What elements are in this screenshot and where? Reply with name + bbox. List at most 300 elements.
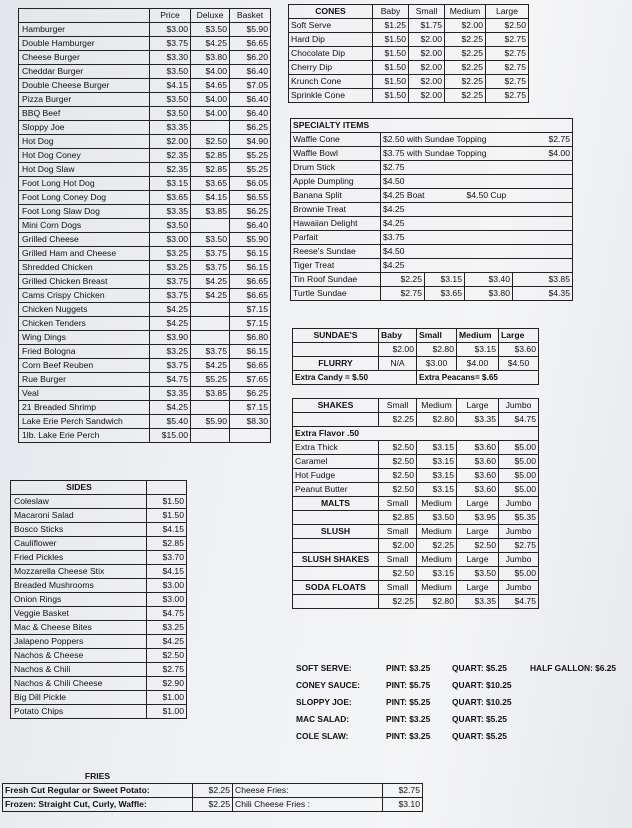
cone-price: $2.75 [486, 33, 529, 47]
specialty-name: Drum Stick [291, 161, 381, 175]
slush-price: $2.50 [457, 539, 499, 553]
column-header: Large [457, 581, 499, 595]
menu-item-row [19, 219, 271, 233]
item-price: $5.90 [191, 415, 230, 429]
column-header: Deluxe [191, 9, 230, 23]
shake-price: $3.60 [457, 441, 499, 455]
cone-price: $2.25 [445, 89, 486, 103]
side-name: Mozzarella Cheese Stix [11, 565, 147, 579]
menu-item-row [19, 23, 271, 37]
spacer-cell [293, 413, 379, 427]
item-name: Hot Dog Coney [19, 149, 150, 163]
side-price: $1.50 [147, 495, 187, 509]
sides-table [10, 480, 187, 719]
soda-floats-header-row [293, 581, 539, 595]
item-price: $7.15 [230, 317, 271, 331]
bulk-row [294, 677, 622, 694]
item-price: $6.25 [230, 387, 271, 401]
fries-row [3, 784, 423, 798]
item-price: $3.90 [150, 331, 191, 345]
soda-floats-price: $4.75 [499, 595, 539, 609]
flurry-price: N/A [379, 357, 417, 371]
item-price: $3.00 [150, 23, 191, 37]
bulk-price: PINT: $5.75 [386, 680, 431, 690]
column-header: Medium [417, 497, 457, 511]
specialty-name: Apple Dumpling [291, 175, 381, 189]
bulk-item: CONEY SAUCE: [296, 680, 361, 690]
side-item-row [11, 523, 187, 537]
fries-row [3, 798, 423, 812]
cone-name: Hard Dip [289, 33, 373, 47]
column-header: Small [417, 329, 457, 343]
column-header: Price [150, 9, 191, 23]
side-name: Veggie Basket [11, 607, 147, 621]
side-name: Coleslaw [11, 495, 147, 509]
menu-item-row [19, 331, 271, 345]
cone-price: $2.75 [486, 75, 529, 89]
side-item-row [11, 565, 187, 579]
menu-item-row [19, 79, 271, 93]
slush-price-row [293, 539, 539, 553]
column-header: Jumbo [499, 553, 539, 567]
specialty-row [291, 189, 573, 203]
column-header: Large [457, 399, 499, 413]
shakes-spacer [293, 385, 539, 399]
item-price: $3.50 [191, 23, 230, 37]
shake-price: $2.50 [379, 483, 417, 497]
item-price: $3.25 [150, 247, 191, 261]
item-price: $3.75 [191, 247, 230, 261]
item-price [191, 429, 230, 443]
item-price: $3.75 [191, 345, 230, 359]
cone-price: $2.75 [486, 61, 529, 75]
side-price: $2.50 [147, 649, 187, 663]
bulk-price [528, 694, 622, 711]
slush-price: $2.75 [499, 539, 539, 553]
specialty-row [291, 203, 573, 217]
bulk-row [294, 694, 622, 711]
cone-price: $1.25 [373, 19, 409, 33]
side-price: $4.75 [147, 607, 187, 621]
specialty-price: $4.25 [381, 217, 465, 231]
item-name: Grilled Ham and Cheese [19, 247, 150, 261]
item-price [191, 303, 230, 317]
slush-price: $2.25 [417, 539, 457, 553]
side-price: $2.90 [147, 677, 187, 691]
bulk-row [294, 660, 622, 677]
specialty-price: $4.25 [381, 203, 465, 217]
item-price: $3.80 [191, 51, 230, 65]
extra-flavor-row [293, 427, 539, 441]
bulk-price: PINT: $3.25 [386, 714, 431, 724]
side-price: $3.00 [147, 579, 187, 593]
cone-price: $2.75 [486, 89, 529, 103]
item-price: $4.25 [150, 303, 191, 317]
side-item-row [11, 677, 187, 691]
specialty-price: $2.75 [513, 133, 573, 147]
menu-item-row [19, 177, 271, 191]
shake-price: $2.50 [379, 441, 417, 455]
menu-item-row [19, 359, 271, 373]
cone-name: Soft Serve [289, 19, 373, 33]
fries-price: $2.75 [383, 784, 423, 798]
side-name: Breaded Mushrooms [11, 579, 147, 593]
column-header: CONES [289, 5, 373, 19]
item-price [191, 401, 230, 415]
item-price: $6.15 [230, 247, 271, 261]
item-name: Cheese Burger [19, 51, 150, 65]
side-price: $2.75 [147, 663, 187, 677]
side-name: Potato Chips [11, 705, 147, 719]
side-price: $4.25 [147, 635, 187, 649]
fries-name: Cheese Fries: [233, 784, 383, 798]
item-name: Hot Dog [19, 135, 150, 149]
side-name: Macaroni Salad [11, 509, 147, 523]
menu-item-row [19, 65, 271, 79]
slush-shakes-title: SLUSH SHAKES [293, 553, 379, 567]
cone-price: $1.50 [373, 33, 409, 47]
sundae-price: $3.60 [499, 343, 539, 357]
cone-price: $1.75 [409, 19, 445, 33]
cone-price: $2.25 [445, 75, 486, 89]
item-name: Foot Long Hot Dog [19, 177, 150, 191]
item-price: $6.65 [230, 359, 271, 373]
item-price: $3.50 [191, 233, 230, 247]
column-header: Jumbo [499, 581, 539, 595]
item-price: $6.05 [230, 177, 271, 191]
fries-price: $3.10 [383, 798, 423, 812]
item-price: $3.00 [150, 233, 191, 247]
item-name: Cams Crispy Chicken [19, 289, 150, 303]
bulk-price: QUART: $5.25 [452, 731, 507, 741]
bulk-row [294, 728, 622, 745]
menu-item-row [19, 135, 271, 149]
specialty-price [465, 231, 513, 245]
menu-item-row [19, 429, 271, 443]
specialty-row [291, 133, 573, 147]
column-header: Medium [417, 553, 457, 567]
item-price: $3.65 [191, 177, 230, 191]
item-name: Fried Bologna [19, 345, 150, 359]
side-name: Fried Pickles [11, 551, 147, 565]
specialty-price: $3.65 [425, 287, 465, 301]
column-header: Baby [379, 329, 417, 343]
shakes-price-row [293, 413, 539, 427]
menu-item-row [19, 289, 271, 303]
cones-header-row [289, 5, 529, 19]
side-item-row [11, 509, 187, 523]
column-header: Medium [457, 329, 499, 343]
sundae-price: $3.15 [457, 343, 499, 357]
specialty-price [513, 189, 573, 203]
malts-price: $2.85 [379, 511, 417, 525]
item-price [191, 121, 230, 135]
item-name: Shredded Chicken [19, 261, 150, 275]
malts-price: $3.50 [417, 511, 457, 525]
cone-price: $1.50 [373, 89, 409, 103]
item-price: $4.25 [191, 359, 230, 373]
item-price: $2.00 [150, 135, 191, 149]
slush-price: $2.00 [379, 539, 417, 553]
spacer-cell [293, 343, 379, 357]
slush-shakes-price: $3.50 [457, 567, 499, 581]
side-price: $3.00 [147, 593, 187, 607]
bulk-item: SOFT SERVE: [296, 663, 352, 673]
extra-flavor: Extra Flavor .50 [293, 427, 539, 441]
side-item-row [11, 551, 187, 565]
side-name: Mac & Cheese Bites [11, 621, 147, 635]
item-name: Veal [19, 387, 150, 401]
side-price: $1.50 [147, 509, 187, 523]
bulk-price: QUART: $10.25 [452, 697, 512, 707]
cone-row [289, 47, 529, 61]
column-header: Small [409, 5, 445, 19]
item-price: $4.00 [191, 107, 230, 121]
extra-peacans: Extra Peacans= $.65 [417, 371, 539, 385]
side-price: $4.15 [147, 523, 187, 537]
menu-item-row [19, 51, 271, 65]
specialty-price [465, 217, 513, 231]
column-header: Medium [445, 5, 486, 19]
item-price: $2.50 [191, 135, 230, 149]
side-item-row [11, 579, 187, 593]
item-price: $4.25 [191, 289, 230, 303]
side-item-row [11, 537, 187, 551]
sundae-title: SUNDAE'S [293, 329, 379, 343]
cone-price: $1.50 [373, 61, 409, 75]
menu-item-row [19, 233, 271, 247]
side-name: Cauliflower [11, 537, 147, 551]
specialty-name: Reese's Sundae [291, 245, 381, 259]
column-header: Jumbo [499, 497, 539, 511]
item-price: $3.35 [150, 121, 191, 135]
menu-item-row [19, 317, 271, 331]
specialty-name: Waffle Cone [291, 133, 381, 147]
item-price: $4.15 [150, 79, 191, 93]
side-price: $3.25 [147, 621, 187, 635]
item-price: $7.15 [230, 303, 271, 317]
menu-item-row [19, 149, 271, 163]
menu-item-row [19, 163, 271, 177]
cone-row [289, 89, 529, 103]
bulk-table [294, 660, 622, 745]
item-price: $5.25 [230, 149, 271, 163]
item-price: $6.25 [230, 121, 271, 135]
main-menu-table [18, 8, 271, 443]
specialty-price [513, 259, 573, 273]
bulk-price: QUART: $10.25 [452, 680, 512, 690]
bulk-item: SLOPPY JOE: [296, 697, 352, 707]
specialty-price: $3.40 [465, 273, 513, 287]
column-header: Large [499, 329, 539, 343]
menu-item-row [19, 303, 271, 317]
cone-row [289, 19, 529, 33]
side-name: Nachos & Cheese [11, 649, 147, 663]
sundaes-shakes-table [292, 328, 539, 609]
specialty-price [513, 203, 573, 217]
item-price [230, 429, 271, 443]
malts-price: $3.95 [457, 511, 499, 525]
menu-item-row [19, 205, 271, 219]
item-price: $3.25 [150, 345, 191, 359]
cone-row [289, 33, 529, 47]
bulk-price [528, 677, 622, 694]
column-header: Jumbo [499, 399, 539, 413]
specialty-price [513, 231, 573, 245]
item-price: $3.75 [150, 275, 191, 289]
bulk-price [528, 728, 622, 745]
item-price: $3.50 [150, 93, 191, 107]
spacer-cell [293, 385, 539, 399]
item-price: $4.25 [150, 401, 191, 415]
shake-flavor-row [293, 441, 539, 455]
shakes-price: $4.75 [499, 413, 539, 427]
item-name: BBQ Beef [19, 107, 150, 121]
slush-shakes-price: $5.00 [499, 567, 539, 581]
item-price: $3.35 [150, 205, 191, 219]
item-price: $4.75 [150, 373, 191, 387]
cone-row [289, 75, 529, 89]
column-header: Baby [373, 5, 409, 19]
item-price: $4.15 [191, 191, 230, 205]
item-price: $6.65 [230, 275, 271, 289]
side-name: Jalapeno Poppers [11, 635, 147, 649]
side-name: Bosco Sticks [11, 523, 147, 537]
flurry-price: $4.00 [457, 357, 499, 371]
menu-item-row [19, 247, 271, 261]
menu-item-row [19, 275, 271, 289]
menu-item-row [19, 191, 271, 205]
extra-candy: Extra Candy = $.50 [293, 371, 417, 385]
side-item-row [11, 635, 187, 649]
specialty-price [513, 245, 573, 259]
bulk-price: QUART: $5.25 [452, 663, 507, 673]
shake-flavor: Caramel [293, 455, 379, 469]
item-price: $6.65 [230, 289, 271, 303]
menu-item-row [19, 107, 271, 121]
item-name: Foot Long Slaw Dog [19, 205, 150, 219]
shake-price: $5.00 [499, 469, 539, 483]
menu-item-row [19, 37, 271, 51]
spacer-cell [293, 511, 379, 525]
menu-item-row [19, 121, 271, 135]
soda-floats-price: $2.80 [417, 595, 457, 609]
soda-floats-title: SODA FLOATS [293, 581, 379, 595]
side-price: $1.00 [147, 691, 187, 705]
item-price: $2.85 [191, 163, 230, 177]
sundae-price-row [293, 343, 539, 357]
item-price: $5.90 [230, 233, 271, 247]
item-price: $2.85 [191, 149, 230, 163]
cone-price: $2.25 [445, 47, 486, 61]
cone-price: $2.50 [486, 19, 529, 33]
item-name: Mini Corn Dogs [19, 219, 150, 233]
menu-item-row [19, 415, 271, 429]
item-price: $7.05 [230, 79, 271, 93]
item-price [191, 219, 230, 233]
item-price: $6.40 [230, 107, 271, 121]
cones-table [288, 4, 529, 103]
specialty-row [291, 259, 573, 273]
column-header: Large [457, 497, 499, 511]
bulk-item: COLE SLAW: [296, 731, 349, 741]
item-price: $3.65 [150, 191, 191, 205]
specialty-price [513, 217, 573, 231]
item-price: $3.75 [150, 37, 191, 51]
item-name: Pizza Burger [19, 93, 150, 107]
item-price: $7.15 [230, 401, 271, 415]
cone-price: $2.00 [409, 61, 445, 75]
bulk-price: PINT: $3.25 [386, 731, 431, 741]
specialty-row [291, 231, 573, 245]
bulk-price: PINT: $5.25 [386, 697, 431, 707]
column-header: Small [379, 399, 417, 413]
specialty-price: $4.00 [513, 147, 573, 161]
flurry-price: $4.50 [499, 357, 539, 371]
item-price: $6.55 [230, 191, 271, 205]
cone-name: Sprinkle Cone [289, 89, 373, 103]
shake-price: $3.60 [457, 483, 499, 497]
specialty-price: $4.25 Boat [381, 189, 465, 203]
soda-floats-price: $2.25 [379, 595, 417, 609]
specialty-name: Turtle Sundae [291, 287, 381, 301]
shakes-header-row [293, 399, 539, 413]
side-item-row [11, 691, 187, 705]
specialty-price: $2.75 [381, 161, 465, 175]
menu-item-row [19, 261, 271, 275]
specialty-price [513, 161, 573, 175]
cone-row [289, 61, 529, 75]
item-price: $6.40 [230, 93, 271, 107]
soda-floats-price-row [293, 595, 539, 609]
side-name: Big Dill Pickle [11, 691, 147, 705]
flurry-label: FLURRY [293, 357, 379, 371]
specialty-price [465, 175, 513, 189]
specialty-price: $2.75 [381, 287, 425, 301]
slush-shakes-price: $3.15 [417, 567, 457, 581]
column-header: Small [379, 553, 417, 567]
item-price: $3.50 [150, 219, 191, 233]
item-name: Chicken Tenders [19, 317, 150, 331]
side-name: Nachos & Chili Cheese [11, 677, 147, 691]
column-header: Large [457, 553, 499, 567]
sides-title: SIDES [11, 481, 147, 495]
shake-price: $3.60 [457, 469, 499, 483]
item-price: $4.00 [191, 93, 230, 107]
specialty-table [290, 118, 573, 301]
fries-table [2, 770, 423, 812]
item-price: $6.25 [230, 205, 271, 219]
item-name: 21 Breaded Shrimp [19, 401, 150, 415]
specialty-price [513, 175, 573, 189]
item-price: $7.65 [230, 373, 271, 387]
malts-price-row [293, 511, 539, 525]
item-price: $8.30 [230, 415, 271, 429]
shakes-price: $2.25 [379, 413, 417, 427]
shake-price: $3.60 [457, 455, 499, 469]
shake-flavor: Peanut Butter [293, 483, 379, 497]
slush-shakes-header-row [293, 553, 539, 567]
bulk-price: PINT: $3.25 [386, 663, 431, 673]
side-price: $1.00 [147, 705, 187, 719]
side-name: Nachos & Chili [11, 663, 147, 677]
side-item-row [11, 705, 187, 719]
flurry-price: $3.00 [417, 357, 457, 371]
specialty-row [291, 161, 573, 175]
malts-price: $5.35 [499, 511, 539, 525]
shake-price: $5.00 [499, 483, 539, 497]
item-price: $6.40 [230, 219, 271, 233]
